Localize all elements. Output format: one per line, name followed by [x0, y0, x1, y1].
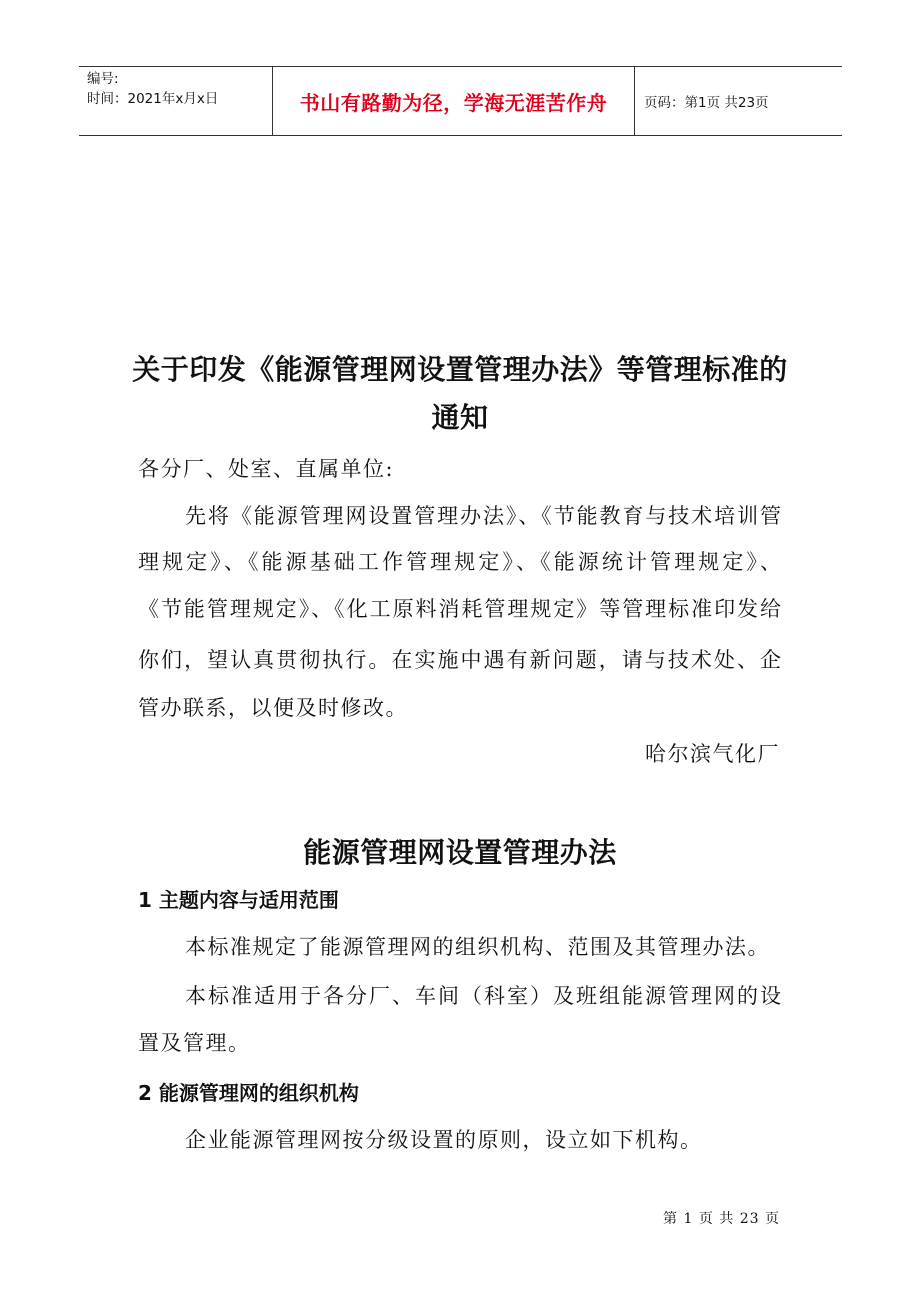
document-header	[79, 66, 842, 136]
notice-signature: 哈尔滨气化厂	[645, 742, 780, 766]
section1-heading: 1 主题内容与适用范围	[138, 888, 339, 912]
section1-paragraph: 置及管理。	[138, 1031, 251, 1055]
header-page-info	[635, 67, 842, 135]
notice-body-line: 《节能管理规定》、《化工原料消耗管理规定》等管理标准印发给	[138, 597, 781, 621]
notice-body-line: 先将《能源管理网设置管理办法》、《节能教育与技术培训管	[185, 504, 781, 528]
motto-text: 书山有路勤为径，学海无涯苦作舟	[299, 90, 608, 115]
notice-body-line: 你们，望认真贯彻执行。在实施中遇有新问题，请与技术处、企	[138, 648, 781, 672]
header-meta	[79, 67, 273, 135]
measures-title: 能源管理网设置管理办法	[303, 836, 617, 869]
notice-salutation: 各分厂、处室、直属单位:	[138, 457, 395, 481]
header-motto	[273, 67, 635, 135]
section1-paragraph: 本标准规定了能源管理网的组织机构、范围及其管理办法。	[185, 935, 770, 959]
page-footer: 第 1 页 共 23 页	[663, 1211, 780, 1227]
notice-body-line: 管办联系，以便及时修改。	[138, 696, 408, 720]
page-info-text: 页码：第1页 共23页	[644, 95, 769, 111]
number-label: 编号:	[87, 71, 119, 87]
time-label: 时间：2021年x月x日	[87, 91, 219, 107]
notice-body-line: 理规定》、《能源基础工作管理规定》、《能源统计管理规定》、	[138, 550, 781, 574]
notice-title-line2: 通知	[431, 401, 489, 434]
notice-title-line1: 关于印发《能源管理网设置管理办法》等管理标准的	[132, 353, 788, 386]
section1-paragraph: 本标准适用于各分厂、车间（科室）及班组能源管理网的设	[185, 984, 781, 1008]
section2-heading: 2 能源管理网的组织机构	[138, 1081, 359, 1105]
section2-paragraph: 企业能源管理网按分级设置的原则，设立如下机构。	[185, 1128, 703, 1152]
